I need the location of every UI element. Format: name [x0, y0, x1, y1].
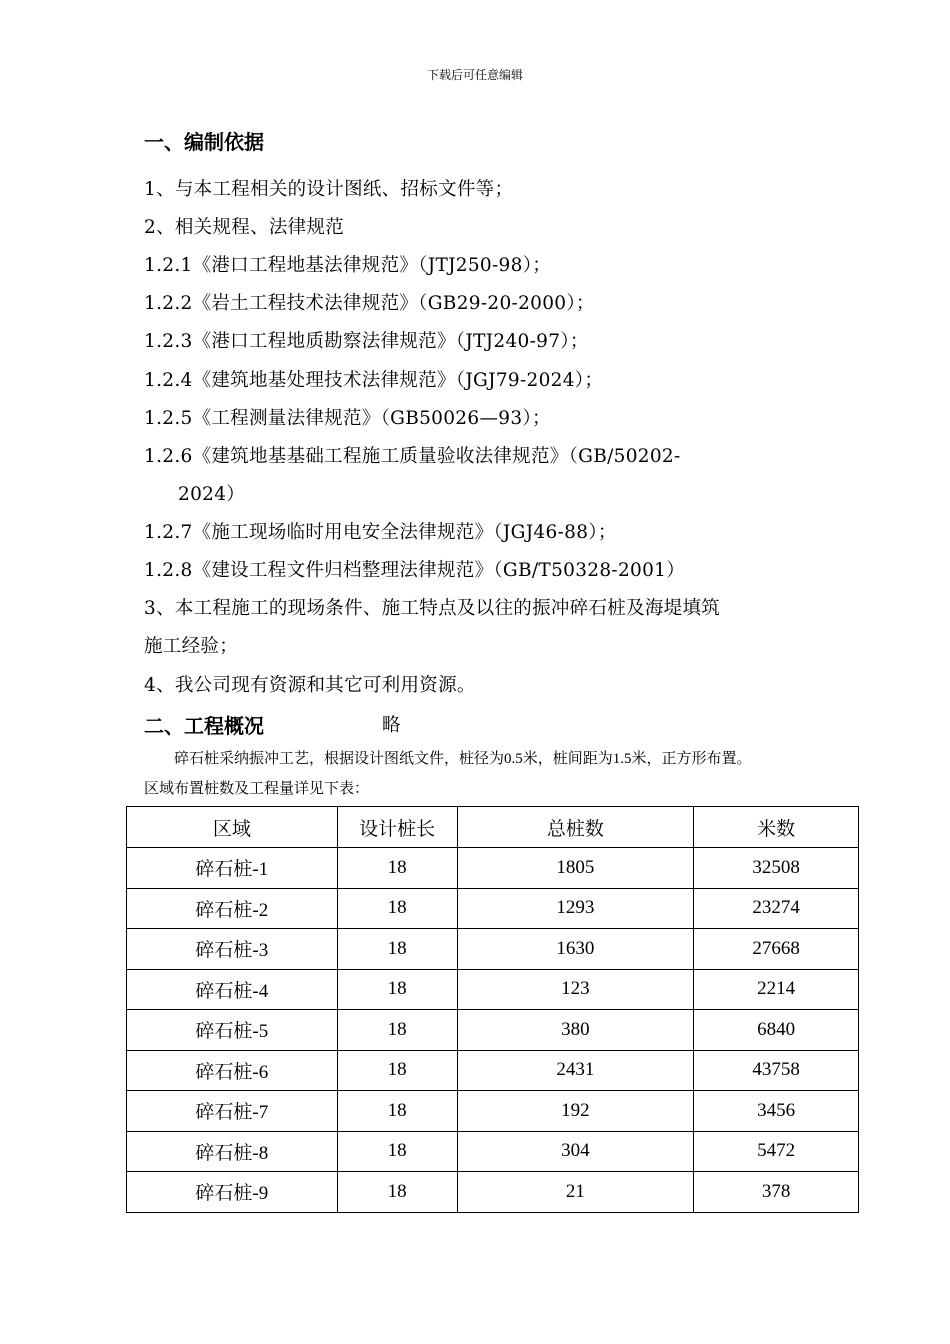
- basis-item: 1.2.3《港口工程地质勘察法律规范》（JTJ240-97）；: [144, 331, 589, 352]
- cell-length: 18: [337, 1010, 457, 1051]
- cell-piles: 1630: [457, 929, 694, 970]
- basis-item: 3、本工程施工的现场条件、施工特点及以往的振冲碎石桩及海堤填筑: [144, 598, 721, 619]
- table-row: [127, 888, 859, 929]
- basis-item-continuation: 施工经验；: [144, 636, 239, 657]
- overview-paragraph: 碎石桩采纳振冲工艺，根据设计图纸文件，桩径为0.5米，桩间距为1.5米，正方形布置。: [174, 751, 752, 767]
- cell-length: 18: [337, 929, 457, 970]
- basis-item: 1.2.6《建筑地基基础工程施工质量验收法律规范》（GB/50202-: [144, 446, 681, 467]
- cell-area: 碎石桩-8: [127, 1131, 338, 1172]
- col-header-area: 区域: [127, 807, 338, 848]
- pile-quantity-table: [126, 806, 859, 1213]
- col-header-total-piles: 总桩数: [457, 807, 694, 848]
- cell-piles: 380: [457, 1010, 694, 1051]
- table-row: [127, 929, 859, 970]
- cell-meters: 3456: [694, 1091, 859, 1132]
- table-row: [127, 1172, 859, 1213]
- table-header-row: [127, 807, 859, 848]
- cell-meters: 2214: [694, 969, 859, 1010]
- cell-area: 碎石桩-1: [127, 848, 338, 889]
- section-2-note: 略: [382, 715, 401, 736]
- cell-length: 18: [337, 1172, 457, 1213]
- basis-item: 1.2.5《工程测量法律规范》（GB50026—93）；: [144, 408, 551, 429]
- table-row: [127, 1010, 859, 1051]
- overview-paragraph-line2: 区域布置桩数及工程量详见下表：: [144, 781, 370, 797]
- cell-length: 18: [337, 1091, 457, 1132]
- table-row: [127, 1091, 859, 1132]
- cell-area: 碎石桩-9: [127, 1172, 338, 1213]
- cell-area: 碎石桩-6: [127, 1050, 338, 1091]
- cell-length: 18: [337, 1131, 457, 1172]
- table-row: [127, 848, 859, 889]
- cell-piles: 192: [457, 1091, 694, 1132]
- cell-piles: 123: [457, 969, 694, 1010]
- cell-area: 碎石桩-5: [127, 1010, 338, 1051]
- cell-piles: 2431: [457, 1050, 694, 1091]
- cell-meters: 5472: [694, 1131, 859, 1172]
- col-header-meters: 米数: [694, 807, 859, 848]
- basis-item: 2、相关规程、法律规范: [144, 217, 345, 238]
- cell-meters: 32508: [694, 848, 859, 889]
- cell-meters: 43758: [694, 1050, 859, 1091]
- cell-meters: 378: [694, 1172, 859, 1213]
- cell-area: 碎石桩-2: [127, 888, 338, 929]
- basis-item: 1.2.8《建设工程文件归档整理法律规范》（GB/T50328-2001）: [144, 560, 686, 581]
- page-header: 下载后可任意编辑: [426, 68, 523, 82]
- table-row: [127, 1131, 859, 1172]
- basis-item: 1.2.7《施工现场临时用电安全法律规范》（JGJ46-88）；: [144, 522, 617, 543]
- table-row: [127, 969, 859, 1010]
- basis-item: 1.2.1《港口工程地基法律规范》（JTJ250-98）；: [144, 255, 552, 276]
- cell-length: 18: [337, 1050, 457, 1091]
- cell-area: 碎石桩-3: [127, 929, 338, 970]
- cell-piles: 304: [457, 1131, 694, 1172]
- cell-meters: 27668: [694, 929, 859, 970]
- cell-area: 碎石桩-4: [127, 969, 338, 1010]
- basis-item-continuation: 2024）: [178, 484, 246, 505]
- cell-meters: 23274: [694, 888, 859, 929]
- basis-item: 1.2.4《建筑地基处理技术法律规范》（JGJ79-2024）；: [144, 370, 604, 391]
- section-2-title: 二、工程概况: [144, 714, 264, 738]
- basis-item: 4、我公司现有资源和其它可利用资源。: [144, 675, 476, 696]
- cell-piles: 1293: [457, 888, 694, 929]
- cell-meters: 6840: [694, 1010, 859, 1051]
- basis-item: 1.2.2《岩土工程技术法律规范》（GB29-20-2000）；: [144, 293, 595, 314]
- cell-length: 18: [337, 888, 457, 929]
- col-header-design-length: 设计桩长: [337, 807, 457, 848]
- basis-item: 1、与本工程相关的设计图纸、招标文件等；: [144, 179, 514, 200]
- cell-length: 18: [337, 848, 457, 889]
- cell-area: 碎石桩-7: [127, 1091, 338, 1132]
- cell-piles: 1805: [457, 848, 694, 889]
- cell-piles: 21: [457, 1172, 694, 1213]
- table-row: [127, 1050, 859, 1091]
- section-1-title: 一、编制依据: [144, 130, 264, 154]
- cell-length: 18: [337, 969, 457, 1010]
